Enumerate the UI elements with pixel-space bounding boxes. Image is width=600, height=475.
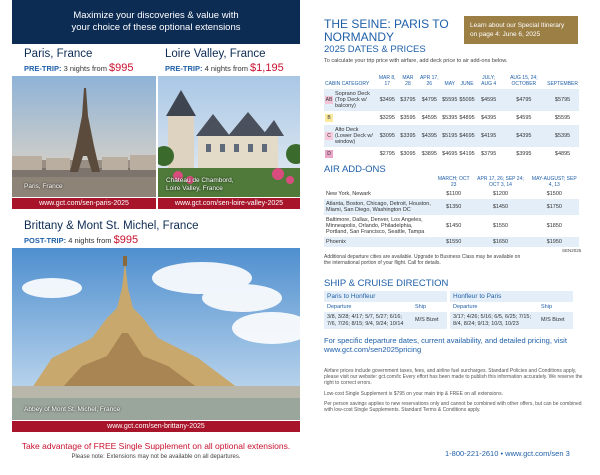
cabin-price: $4395 xyxy=(417,125,441,148)
air-price: $1450 xyxy=(446,223,462,229)
cabin-price: $3795 xyxy=(476,148,502,161)
dates-column-header: JULY; AUG 4 xyxy=(481,75,497,87)
air-price: $1750 xyxy=(530,199,579,215)
cabin-price: $3295 xyxy=(376,112,398,125)
cabin-price: $5395 xyxy=(441,112,458,125)
brittany-url[interactable]: www.gct.com/sen-brittany-2025 xyxy=(12,421,300,432)
air-price: $1550 xyxy=(436,237,471,247)
air-column-header: MAY-AUGUST; SEP 4, 13 xyxy=(531,176,577,188)
loire-url[interactable]: www.gct.com/sen-loire-valley-2025 xyxy=(158,198,300,209)
cabin-price: $4395 xyxy=(476,112,502,125)
departure-city: New York, Newark xyxy=(326,191,371,197)
air-price: $1100 xyxy=(446,191,462,197)
ship-header: Ship xyxy=(541,304,553,310)
dates-column-header: JUNE xyxy=(460,81,474,87)
loire-title: Loire Valley, France xyxy=(165,48,266,60)
air-note-line-2: the international portion of your flight. Call for details. xyxy=(324,260,441,266)
cabin-price: $4795 xyxy=(502,89,547,112)
cabin-category-badge: AB xyxy=(325,97,333,103)
brittany-photo-caption: Abbey of Mont St. Michel, France xyxy=(24,406,121,413)
brittany-nights: 4 nights from xyxy=(68,236,112,245)
paris-nights: 3 nights from xyxy=(63,64,107,73)
paris-photo-caption: Paris, France xyxy=(24,183,63,190)
cabin-price: $4395 xyxy=(502,125,547,148)
dates-column-header: AUG 15, 24; OCTOBER xyxy=(510,75,538,87)
cabin-price: $3095 xyxy=(398,148,417,161)
dates-header-row xyxy=(324,74,579,89)
air-price: $1650 xyxy=(471,237,529,247)
departure-city: Baltimore, Dallas, Denver, Los Angeles, Minneapolis, Orlando, Philadelphia, Portland, San Francisco, Seattle, Tampa xyxy=(326,217,425,235)
loire-caption-line-2: Loire Valley, France xyxy=(166,185,223,192)
cabin-name: Alto Deck (Lower Deck w/ window) xyxy=(334,125,376,148)
cabin-price: $4195 xyxy=(458,148,475,161)
loire-tag: PRE-TRIP: xyxy=(165,64,203,73)
brittany-title: Brittany & Mont St. Michel, France xyxy=(24,220,199,232)
dates-column-header: APR 17, 26 xyxy=(419,75,439,87)
cabin-badge-cell xyxy=(324,148,334,161)
honfleur-to-paris-table xyxy=(450,291,573,329)
air-price: $1450 xyxy=(471,199,529,215)
cabin-price: $4895 xyxy=(458,112,475,125)
right-page xyxy=(300,0,600,475)
extensions-availability-note: Please note: Extensions may not be available on all departures. xyxy=(71,454,241,460)
single-supplement-fine-print: Low-cost Single Supplement is $795 on your main trip & FREE on all extensions. xyxy=(324,391,503,397)
cabin-price: $5095 xyxy=(458,89,475,112)
cabin-price: $4595 xyxy=(417,112,441,125)
cabin-category-badge: D xyxy=(325,150,333,158)
cabin-row xyxy=(324,89,579,112)
air-price: $1950 xyxy=(530,237,579,247)
cabin-badge-cell xyxy=(324,112,334,125)
cabin-price: $5595 xyxy=(546,112,579,125)
savings-fine-print: Per person savings applies to new reservations only and cannot be combined with other offers, but can be combined with low-cost Single Supplements. Standard Terms & Conditions apply. xyxy=(324,401,582,413)
ship-name: M/S Bizet xyxy=(538,312,573,329)
cabin-row xyxy=(324,125,579,148)
departure-dates: 3/8, 3/28; 4/17; 5/7, 5/27; 6/16; 7/6, 7/26; 8/15; 9/4, 9/24; 10/14 xyxy=(324,312,412,329)
cabin-name xyxy=(334,112,376,125)
cabin-name: Soprano Deck (Top Deck w/ balcony) xyxy=(334,89,376,112)
price-calc-note: To calculate your trip price with airfare, add deck price to air add-ons below. xyxy=(324,58,508,64)
cabin-row xyxy=(324,112,579,125)
ship-direction-heading: SHIP & CRUISE DIRECTION xyxy=(324,278,449,289)
page-number: 3 xyxy=(565,449,570,458)
loire-photo xyxy=(158,76,300,197)
specific-dates-link[interactable]: For specific departure dates, current availability, and detailed pricing, visit www.gct.com/sen2025pricing xyxy=(324,336,567,354)
departure-header: Departure xyxy=(453,304,478,310)
callout-line-2: on page 4: June 6, 2025 xyxy=(470,31,541,38)
cabin-price: $5595 xyxy=(441,89,458,112)
dates-prices-heading: 2025 DATES & PRICES xyxy=(324,44,426,55)
air-price: $1550 xyxy=(492,223,509,229)
cabin-price: $3495 xyxy=(376,89,398,112)
cabin-price: $4195 xyxy=(476,125,502,148)
single-supplement-note: Take advantage of FREE Single Supplement on all optional extensions. xyxy=(21,441,291,451)
cabin-name xyxy=(334,148,376,161)
cabin-price: $4695 xyxy=(441,148,458,161)
cabin-price: $5795 xyxy=(546,89,579,112)
cabin-price: $4895 xyxy=(546,148,579,161)
air-column-header xyxy=(324,175,436,189)
airfare-fine-print: Airfare prices include government taxes, fees, and airline fuel surcharges. Standard Policies and Conditions apply, please visit our website: gct.com/tc Every effort has been made to publish this information accurately. We reserve the right to correct errors. xyxy=(324,368,583,386)
departure-city: Atlanta, Boston, Chicago, Detroit, Houston, Miami, San Diego, Washington DC xyxy=(324,199,436,215)
cabin-price: $4595 xyxy=(476,89,502,112)
loire-caption-line-1: Château de Chambord, xyxy=(166,177,234,184)
trip-code: SEN2025 xyxy=(562,248,582,253)
air-addons-heading: AIR ADD-ONS xyxy=(324,164,386,175)
cabin-price: $5395 xyxy=(546,125,579,148)
air-header-row xyxy=(324,175,579,189)
cabin-price: $3095 xyxy=(376,125,398,148)
dates-column-header: MAY xyxy=(444,81,455,87)
footer-contact[interactable]: 1-800-221-2610 • www.gct.com/sen xyxy=(445,449,564,458)
air-price: $1500 xyxy=(546,191,562,197)
departure-dates: 3/17; 4/26; 5/16; 6/5, 6/25; 7/15; 8/4, 8/24; 9/13; 10/3, 10/23 xyxy=(450,312,538,329)
air-row xyxy=(324,189,579,199)
air-addons-table xyxy=(324,175,579,247)
air-price: $1850 xyxy=(546,223,562,229)
dates-column-header: MAR 8, 17 xyxy=(378,75,396,87)
cabin-badge-cell xyxy=(324,125,334,148)
air-note-line-1: Additional departure cities are available. Upgrade to Business Class may be available on xyxy=(324,254,521,260)
paris-to-honfleur-table xyxy=(324,291,447,329)
air-row xyxy=(324,215,579,237)
departure-header: Departure xyxy=(327,304,352,310)
paris-subtitle xyxy=(24,62,134,74)
air-row xyxy=(324,237,579,247)
cabin-price: $2795 xyxy=(376,148,398,161)
dates-column-header: SEPTEMBER xyxy=(547,81,578,87)
direction-title: Honfleur to Paris xyxy=(450,291,573,302)
air-price: $1200 xyxy=(492,191,509,197)
paris-price: $995 xyxy=(109,62,134,74)
cabin-price: $4795 xyxy=(417,89,441,112)
callout-line-1: Learn about our Special Itinerary xyxy=(470,22,565,29)
cabin-price: $5195 xyxy=(441,125,458,148)
cabin-row xyxy=(324,148,579,161)
page-footer xyxy=(445,449,570,458)
trip-title: THE SEINE: PARIS TO NORMANDY xyxy=(324,17,449,44)
air-column-header: APR 17, 26; SEP 24; OCT 3, 14 xyxy=(477,176,524,188)
brittany-price: $995 xyxy=(113,234,139,246)
banner-line-1: Maximize your discoveries & value with xyxy=(73,10,239,21)
paris-url[interactable]: www.gct.com/sen-paris-2025 xyxy=(12,198,156,209)
cabin-price: $4595 xyxy=(502,112,547,125)
air-note xyxy=(324,254,520,266)
cabin-price: $3395 xyxy=(398,125,417,148)
cabin-price: $4695 xyxy=(458,125,475,148)
loire-price: $1,195 xyxy=(250,62,284,74)
brittany-photo xyxy=(12,248,300,420)
air-price: $1350 xyxy=(436,199,471,215)
cabin-price: $3995 xyxy=(502,148,547,161)
dates-column-header: MAR 28 xyxy=(402,75,414,87)
special-itinerary-callout[interactable] xyxy=(464,16,578,44)
ship-name: M/S Bizet xyxy=(412,312,447,329)
air-row xyxy=(324,199,579,215)
extensions-banner xyxy=(12,0,300,44)
loire-photo-caption xyxy=(166,177,234,193)
brittany-subtitle xyxy=(24,234,138,246)
direction-title: Paris to Honfleur xyxy=(324,291,447,302)
paris-photo xyxy=(12,76,156,197)
cabin-price: $3595 xyxy=(398,112,417,125)
loire-nights: 4 nights from xyxy=(204,64,248,73)
ship-header: Ship xyxy=(415,304,427,310)
cabin-price: $3895 xyxy=(417,148,441,161)
brittany-tag: POST-TRIP: xyxy=(24,236,67,245)
cabin-category-badge: B xyxy=(325,114,333,122)
paris-title: Paris, France xyxy=(24,48,93,60)
paris-tag: PRE-TRIP: xyxy=(24,64,62,73)
cabin-category-badge: C xyxy=(325,132,333,140)
cabin-badge-cell xyxy=(324,89,334,112)
dates-column-header: CABIN CATEGORY xyxy=(325,81,370,87)
cabin-price: $3795 xyxy=(398,89,417,112)
departure-city: Phoenix xyxy=(324,237,436,247)
air-column-header: MARCH; OCT 23 xyxy=(437,176,470,188)
loire-subtitle xyxy=(165,62,284,74)
banner-line-2: your choice of these optional extensions xyxy=(71,22,241,33)
dates-prices-table xyxy=(324,74,579,160)
